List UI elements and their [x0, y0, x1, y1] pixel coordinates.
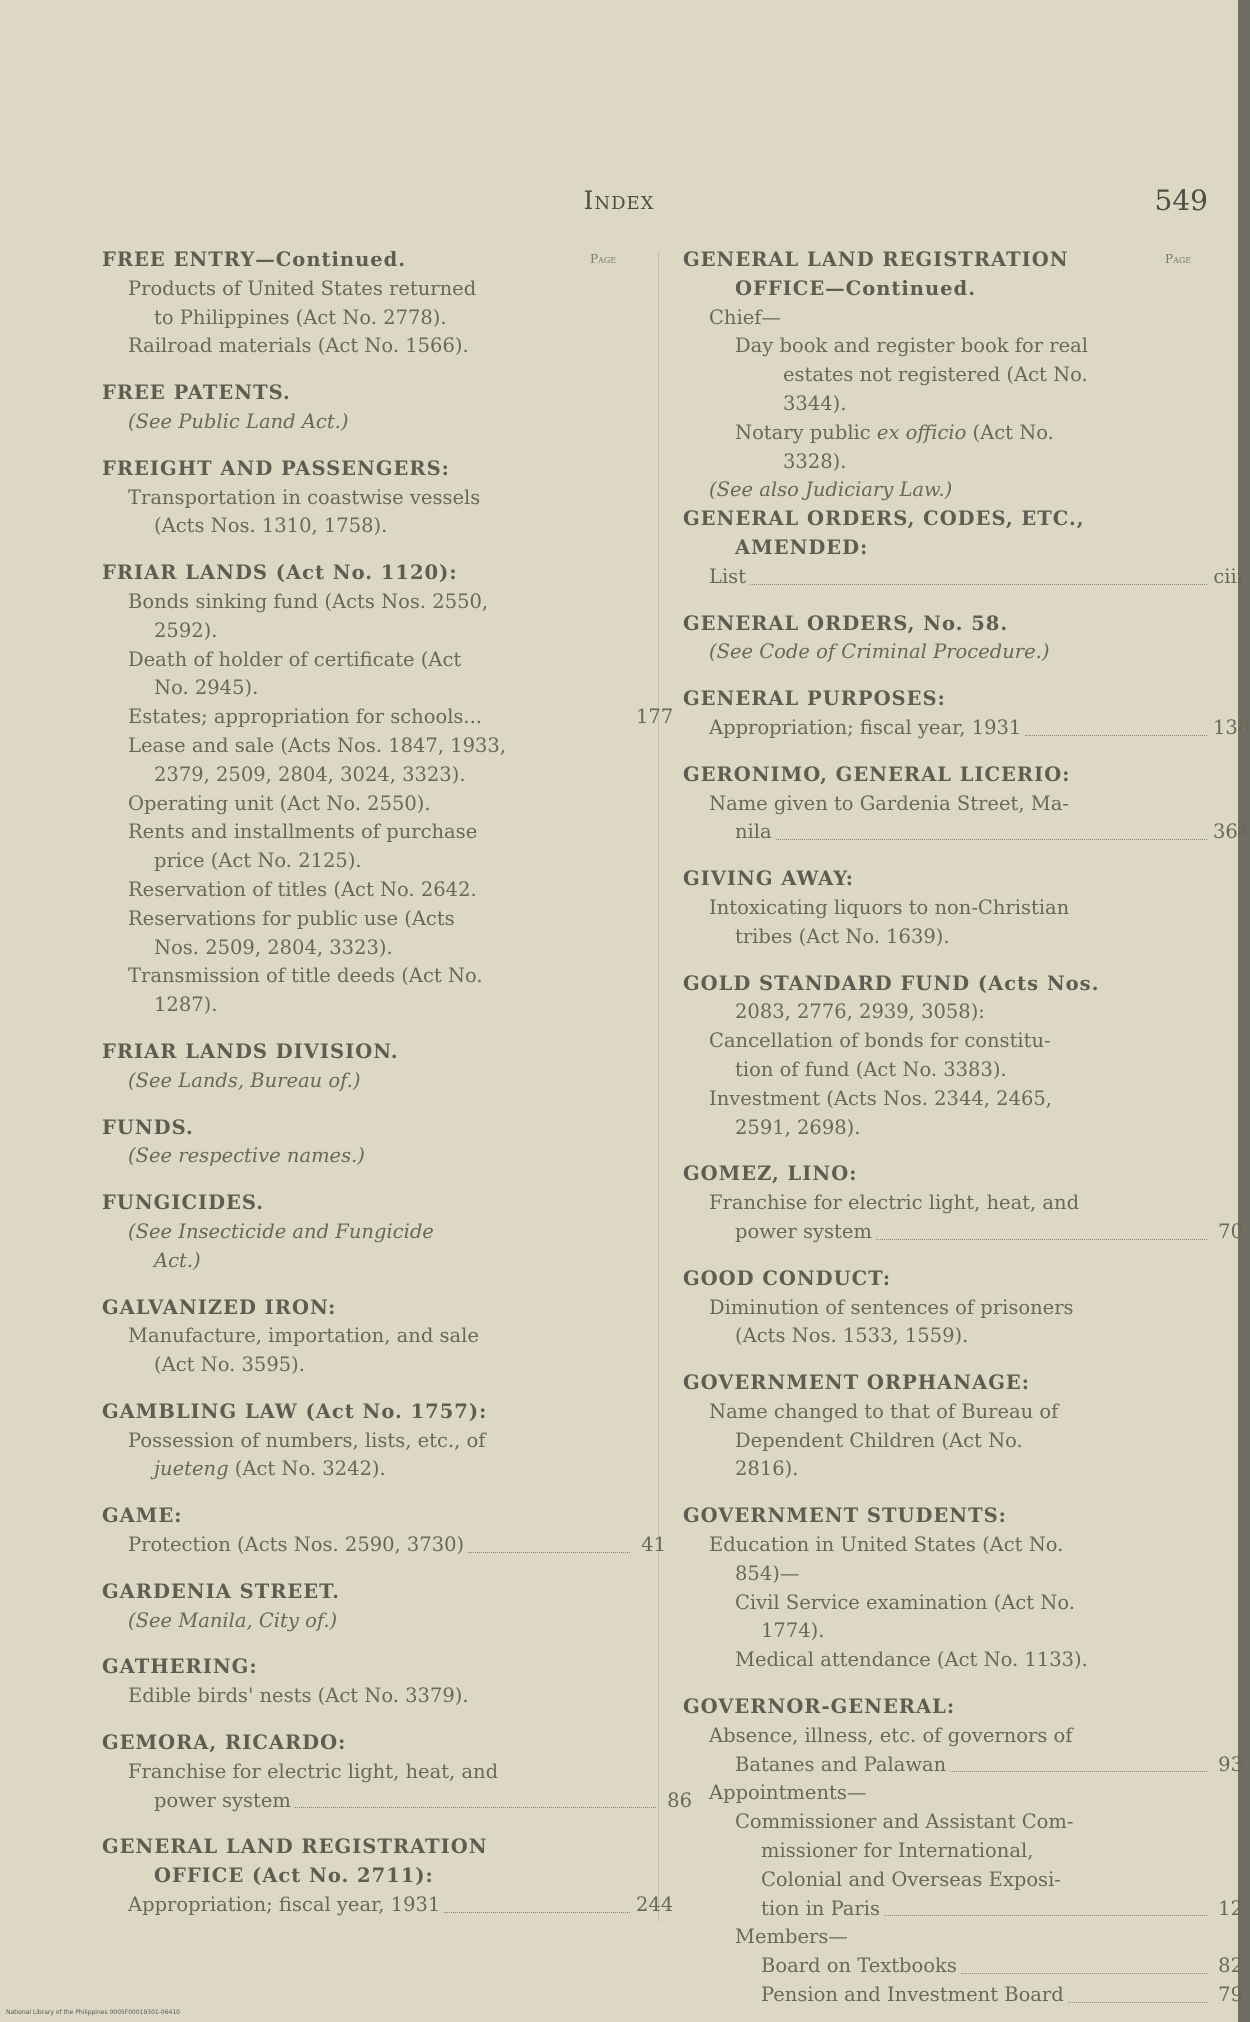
subentry: Name given to Gardenia Street, Ma-: [709, 791, 1069, 815]
subentry: Education in United States (Act No.: [709, 1533, 1064, 1557]
subentry-cont: 2592).: [154, 618, 218, 642]
page-ref: 86: [667, 1788, 692, 1812]
subentry-text: power system: [735, 1219, 872, 1243]
subentry-text: List: [709, 564, 747, 588]
entry-heading: FUNGICIDES.: [102, 1191, 265, 1215]
entry-heading: GENERAL LAND REGISTRATION: [683, 248, 1069, 271]
subentry-with-page: [683, 1751, 1243, 1780]
subentry-text: (Act No. 3242).: [228, 1457, 386, 1481]
page-ref: 136: [1213, 715, 1250, 739]
subentry-text: Notary public: [735, 420, 877, 444]
subentry-with-page: [683, 1218, 1243, 1247]
subentry: Manufacture, importation, and sale: [128, 1324, 479, 1348]
subentry-with-page: [683, 818, 1250, 847]
subentry: Absence, illness, etc. of governors of: [709, 1723, 1073, 1747]
subentry-cont: price (Act No. 2125).: [154, 849, 362, 873]
subentry-text: Protection (Acts Nos. 2590, 3730): [128, 1533, 465, 1557]
subentry: Rents and installments of purchase: [128, 820, 478, 844]
subentry-cont: 854)—: [735, 1561, 800, 1585]
subentry-text: Pension and Investment Board: [761, 1983, 1064, 2007]
subheading: Appointments—: [709, 1781, 867, 1805]
subentry: Lease and sale (Acts Nos. 1847, 1933,: [128, 733, 507, 757]
subentry: Transportation in coastwise vessels: [128, 485, 481, 509]
subentry: Railroad materials (Act No. 1566).: [128, 334, 469, 358]
subentry-cont: [102, 1455, 640, 1484]
entry-heading-cont: OFFICE—Continued.: [735, 276, 976, 300]
subentry: Bonds sinking fund (Acts Nos. 2550,: [128, 589, 489, 613]
entry-heading: GENERAL ORDERS, CODES, ETC.,: [683, 507, 1085, 531]
entry-heading: GOMEZ, LINO:: [683, 1162, 858, 1186]
subentry: Operating unit (Act No. 2550).: [128, 791, 431, 815]
entry-heading: GOVERNOR-GENERAL:: [683, 1695, 956, 1719]
subentry-cont: 2816).: [735, 1457, 799, 1481]
subentry: Day book and register book for real: [735, 334, 1088, 358]
italic-term: jueteng: [154, 1457, 229, 1481]
entry-heading: FRIAR LANDS DIVISION.: [102, 1039, 399, 1063]
page-ref: 70: [1218, 1219, 1243, 1243]
entry-heading: GAME:: [102, 1504, 183, 1528]
entry-gambling-law: [102, 1398, 640, 1484]
entry-heading: GOLD STANDARD FUND (Acts Nos.: [683, 971, 1100, 995]
subentry-cont: 3344).: [783, 391, 847, 415]
entry-heading: GATHERING:: [102, 1655, 258, 1679]
subentry: Commissioner and Assistant Com-: [735, 1810, 1074, 1834]
subentry: Transmission of title deeds (Act No.: [128, 964, 483, 988]
subentry-cont: Nos. 2509, 2804, 3323).: [154, 935, 393, 959]
entry-freight: [102, 455, 640, 541]
subentry: Name changed to that of Bureau of: [709, 1399, 1059, 1423]
entry-general-purposes: [683, 685, 1250, 743]
scan-footer: National Library of the Philippines 0005F00019301-06410: [6, 2009, 180, 2016]
entry-heading-cont: OFFICE (Act No. 2711):: [154, 1864, 434, 1888]
entry-heading: FREIGHT AND PASSENGERS:: [102, 456, 450, 480]
entry-friar-lands: [102, 559, 674, 1020]
column-divider: [658, 252, 659, 1922]
subentry-with-page: [683, 714, 1250, 743]
subentry-cont: No. 2945).: [154, 676, 259, 700]
entry-fungicides: [102, 1189, 640, 1275]
page-ref: 41: [641, 1533, 666, 1557]
entry-heading: GOVERNMENT ORPHANAGE:: [683, 1371, 1030, 1395]
entry-geronimo: [683, 761, 1250, 847]
subentry-cont: estates not registered (Act No.: [783, 363, 1088, 387]
entry-glro-continued: [683, 246, 1243, 505]
page-number: 549: [1154, 184, 1208, 217]
see-reference: (See also Judiciary Law.): [709, 478, 953, 502]
see-reference-cont: Act.): [154, 1248, 201, 1272]
subentry-text: power system: [154, 1788, 291, 1812]
subentry: [683, 419, 1243, 448]
right-column: [683, 246, 1250, 2010]
entry-heading: GALVANIZED IRON:: [102, 1295, 337, 1319]
entry-funds: [102, 1114, 640, 1172]
see-reference: (See Code of Criminal Procedure.): [709, 640, 1050, 664]
see-reference: (See Manila, City of.): [128, 1608, 338, 1632]
page-ref: 82: [1218, 1954, 1243, 1978]
entry-heading: GIVING AWAY:: [683, 867, 854, 891]
subentry-text: Board on Textbooks: [761, 1954, 957, 1978]
subentry-cont: to Philippines (Act No. 2778).: [154, 305, 447, 329]
entry-heading: GENERAL ORDERS, No. 58.: [683, 611, 1009, 635]
subentry-cont: Dependent Children (Act No.: [735, 1428, 1023, 1452]
page-ref: 12: [1218, 1896, 1243, 1920]
subentry-with-page: [683, 563, 1243, 592]
entry-heading: GENERAL LAND REGISTRATION: [102, 1835, 488, 1859]
entry-gardenia-street: [102, 1578, 640, 1636]
entry-heading-cont: 2083, 2776, 2939, 3058):: [735, 1000, 985, 1024]
entry-heading: FRIAR LANDS (Act No. 1120):: [102, 561, 458, 585]
subentry-text: Appropriation; fiscal year, 1931: [709, 715, 1022, 739]
entry-gemora: [102, 1729, 692, 1815]
see-reference: (See Insecticide and Fungicide: [128, 1219, 434, 1243]
subentry: Franchise for electric light, heat, and: [128, 1759, 499, 1783]
subentry: Reservation of titles (Act No. 2642.: [128, 877, 477, 901]
entry-friar-lands-division: [102, 1038, 640, 1096]
entry-heading: GOOD CONDUCT:: [683, 1266, 892, 1290]
subentry: Civil Service examination (Act No.: [735, 1590, 1075, 1614]
subentry-cont: (Act No. 3595).: [154, 1353, 305, 1377]
left-page-column-label: Page: [590, 252, 617, 266]
entry-free-patents: [102, 379, 640, 437]
subentry-cont: 1287).: [154, 993, 218, 1017]
subentry-text: nila: [735, 820, 772, 844]
subentry-cont: 1774).: [761, 1619, 825, 1643]
subentry-cont: tribes (Act No. 1639).: [735, 924, 950, 948]
entry-heading: GOVERNMENT STUDENTS:: [683, 1504, 1007, 1528]
see-reference: (See Public Land Act.): [128, 409, 349, 433]
entry-gathering: [102, 1653, 640, 1711]
page-ref: 177: [636, 705, 674, 729]
see-reference: (See Lands, Bureau of.): [128, 1068, 361, 1092]
entry-heading-cont: AMENDED:: [735, 535, 869, 559]
subentry: Death of holder of certificate (Act: [128, 647, 462, 671]
entry-governor-general: [683, 1693, 1243, 2010]
subentry-with-page: [102, 703, 674, 732]
entry-good-conduct: [683, 1265, 1243, 1351]
page-header-title: Index: [583, 186, 655, 215]
left-column: [102, 246, 692, 1920]
subentry: Franchise for electric light, heat, and: [709, 1191, 1080, 1215]
subentry-with-page: [683, 1895, 1243, 1924]
subentry-text: tion in Paris: [761, 1896, 880, 1920]
entry-heading: FREE PATENTS.: [102, 381, 291, 405]
subentry: Cancellation of bonds for constitu-: [709, 1029, 1051, 1053]
subentry: Medical attendance (Act No. 1133).: [735, 1648, 1088, 1672]
entry-general-orders-codes: [683, 505, 1243, 591]
entry-heading: FUNDS.: [102, 1115, 194, 1139]
subentry-text: Batanes and Palawan: [735, 1752, 947, 1776]
subentry: Edible birds' nests (Act No. 3379).: [128, 1684, 469, 1708]
page-ref: 93: [1218, 1752, 1243, 1776]
entry-heading: GAMBLING LAW (Act No. 1757):: [102, 1399, 488, 1423]
see-reference: (See respective names.): [128, 1144, 365, 1168]
entry-heading: GEMORA, RICARDO:: [102, 1731, 347, 1755]
subentry: Investment (Acts Nos. 2344, 2465,: [709, 1086, 1052, 1110]
italic-term: ex officio: [876, 420, 967, 444]
subentry: Intoxicating liquors to non-Christian: [709, 895, 1070, 919]
entry-giving-away: [683, 865, 1243, 951]
subentry: Diminution of sentences of prisoners: [709, 1295, 1074, 1319]
subentry-with-page: [102, 1891, 674, 1920]
entry-heading: FREE ENTRY—Continued.: [102, 248, 407, 271]
subentry-text: (Act No.: [966, 420, 1054, 444]
entry-government-students: [683, 1502, 1243, 1675]
subentry: Products of United States returned: [128, 276, 477, 300]
subentry-with-page: [102, 1531, 666, 1560]
entry-general-land-registration-office: [102, 1833, 674, 1919]
entry-gold-standard-fund: [683, 970, 1243, 1143]
subentry-cont: Colonial and Overseas Exposi-: [761, 1867, 1061, 1891]
subentry-with-page: [683, 1952, 1243, 1981]
subheading: Chief—: [709, 305, 781, 329]
entry-game: [102, 1502, 666, 1560]
subentry-cont: 2379, 2509, 2804, 3024, 3323).: [154, 762, 466, 786]
subentry-cont: (Acts Nos. 1310, 1758).: [154, 514, 388, 538]
subentry-cont: missioner for International,: [761, 1839, 1034, 1863]
entry-general-orders-58: [683, 610, 1243, 668]
entry-free-entry: [102, 246, 640, 361]
subentry-with-page: [102, 1787, 692, 1816]
subentry-cont: tion of fund (Act No. 3383).: [735, 1057, 1007, 1081]
right-page-column-label: Page: [1165, 252, 1192, 266]
subentry: Possession of numbers, lists, etc., of: [128, 1428, 486, 1452]
subentry-cont: 2591, 2698).: [735, 1115, 861, 1139]
subheading: Members—: [735, 1925, 848, 1949]
page-ref: 364: [1213, 820, 1250, 844]
subentry-with-page: [683, 1981, 1243, 2010]
page-ref: 79: [1218, 1983, 1243, 2007]
entry-heading: GERONIMO, GENERAL LICERIO:: [683, 762, 1071, 786]
subentry-cont: 3328).: [783, 449, 847, 473]
page-ref: 244: [636, 1893, 674, 1917]
entry-heading: GARDENIA STREET.: [102, 1579, 340, 1603]
entry-government-orphanage: [683, 1369, 1243, 1484]
entry-gomez: [683, 1160, 1243, 1246]
subentry-cont: (Acts Nos. 1533, 1559).: [735, 1324, 969, 1348]
entry-heading: GENERAL PURPOSES:: [683, 687, 946, 711]
page-ref: ciii: [1213, 564, 1243, 588]
entry-galvanized-iron: [102, 1294, 640, 1380]
subentry-text: Appropriation; fiscal year, 1931: [128, 1893, 441, 1917]
subentry: Reservations for public use (Acts: [128, 906, 455, 930]
subentry-text: Estates; appropriation for schools...: [128, 705, 483, 729]
